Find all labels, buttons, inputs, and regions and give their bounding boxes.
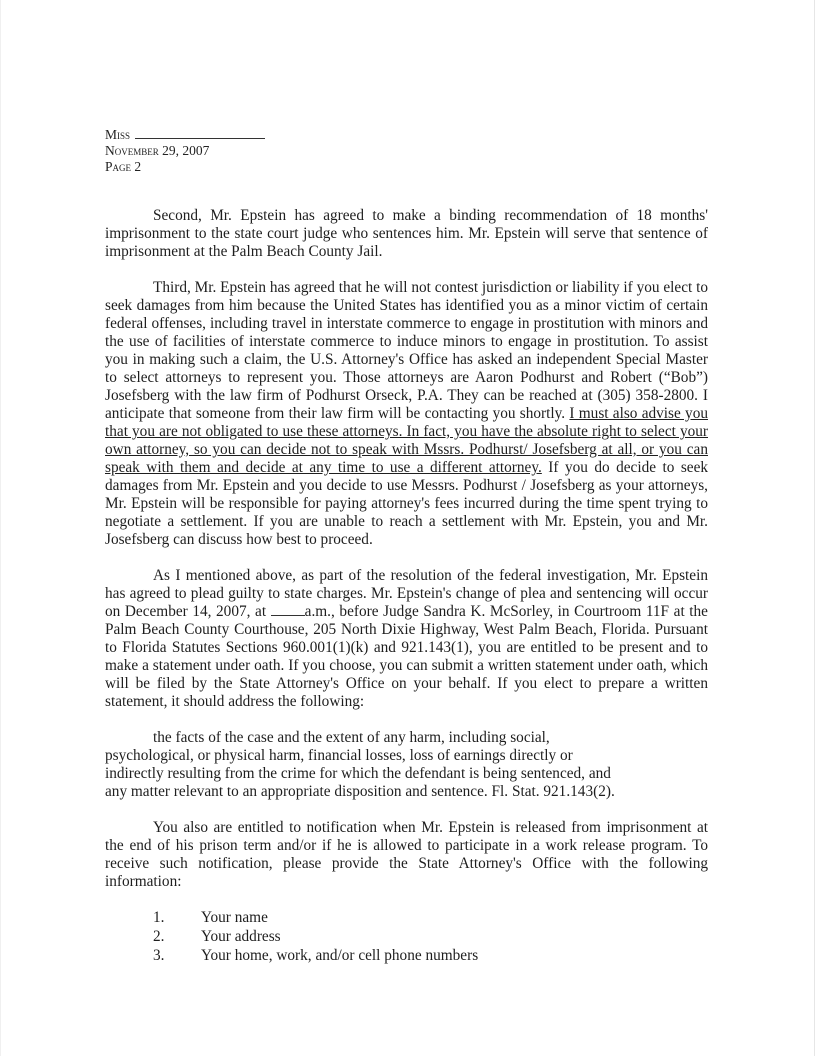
paragraph-second: Second, Mr. Epstein has agreed to make a binding recommendation of 18 months' imprisonment to the state court judge who sentences him. Mr. Epstein will serve that sentence of imprisonment at the Palm Beach County Jail. (105, 207, 708, 260)
page-number: Page 2 (105, 159, 142, 174)
list-item-text: Your name (201, 909, 268, 926)
list-item (105, 909, 708, 928)
paragraph-notification: You also are entitled to notification when Mr. Epstein is released from imprisonment at the end of his prison term and/or if he is allowed to participate in a work release program. To receive such notification, please provide the State Attorney's Office with the following information: (105, 819, 708, 890)
letter-date: November 29, 2007 (105, 143, 210, 158)
information-list (105, 909, 708, 966)
statute-quote: the facts of the case and the extent of any harm, including social, psychological, or physical harm, financial losses, loss of earnings directly or indirectly resulting from the crime for which the defendant is being sentenced, and any matter relevant to an appropriate disposition and sentence. Fl. Stat. 921.143(2). (105, 729, 615, 800)
list-item-text: Your home, work, and/or cell phone numbers (201, 947, 479, 964)
paragraph-third-continued: If you do decide to seek damages from Mr. Epstein and you decide to use Messrs. Podhurst / Josefsberg as your attorneys, Mr. Epstein will be responsible for paying attorney's fees incurred during the time spent trying to negotiate a settlement. If you are unable to reach a settlement with Mr. Epstein, you and Mr. Josefsberg can discuss how best to proceed. (105, 459, 709, 548)
list-item-number: 2. (153, 928, 165, 945)
scan-edge-left (0, 0, 1, 1056)
list-item-number: 3. (153, 947, 165, 964)
recipient-salutation: Miss (105, 127, 131, 142)
letter-header (105, 127, 265, 175)
letter-body (105, 207, 708, 966)
paragraph-plea-continued: a.m., before Judge Sandra K. McSorley, in Courtroom 11F at the Palm Beach County Courthouse, 205 North Dixie Highway, West Palm Beach, Florida. Pursuant to Florida Statutes Sections 960.001(1)(k) and 921.143(1), you are entitled to be present and to make a statement under oath. If you choose, you can submit a written statement under oath, which will be filed by the State Attorney's Office on your behalf. If you elect to prepare a written statement, it should address the following: (105, 603, 708, 710)
time-blank (271, 603, 305, 616)
list-item (105, 928, 708, 947)
paragraph-third (105, 279, 708, 549)
list-item-text: Your address (201, 928, 281, 945)
list-item-number: 1. (153, 909, 165, 926)
attorney-choice-notice: I must also advise you that you are not obligated to use these attorneys. In fact, you have the absolute right to select your own attorney, so you can decide not to speak with Mssrs. Podhurst/ Josefsberg at all, or you can speak with them and decide at any time to use a different attorney. (105, 405, 709, 476)
scan-edge-right (814, 0, 815, 1056)
recipient-line (105, 127, 265, 143)
list-item (105, 947, 708, 966)
recipient-name-blank (135, 128, 265, 139)
paragraph-plea (105, 567, 708, 711)
paragraph-third-text: Third, Mr. Epstein has agreed that he will not contest jurisdiction or liability if you elect to seek damages from him because the United States has identified you as a minor victim of certain federal offenses, including travel in interstate commerce to engage in prostitution with minors and the use of facilities of interstate commerce to induce minors to engage in prostitution. To assist you in making such a claim, the U.S. Attorney's Office has asked an independent Special Master to select attorneys to represent you. Those attorneys are Aaron Podhurst and Robert (“Bob”) Josefsberg with the law firm of Podhurst Orseck, P.A. They can be reached at (305) 358-2800. I anticipate that someone from their law firm will be contacting you shortly. (105, 279, 708, 422)
paragraph-plea-text: As I mentioned above, as part of the resolution of the federal investigation, Mr. Epstein has agreed to plead guilty to state charges. Mr. Epstein's change of plea and sentencing will occur on December 14, 2007, at (105, 567, 708, 620)
